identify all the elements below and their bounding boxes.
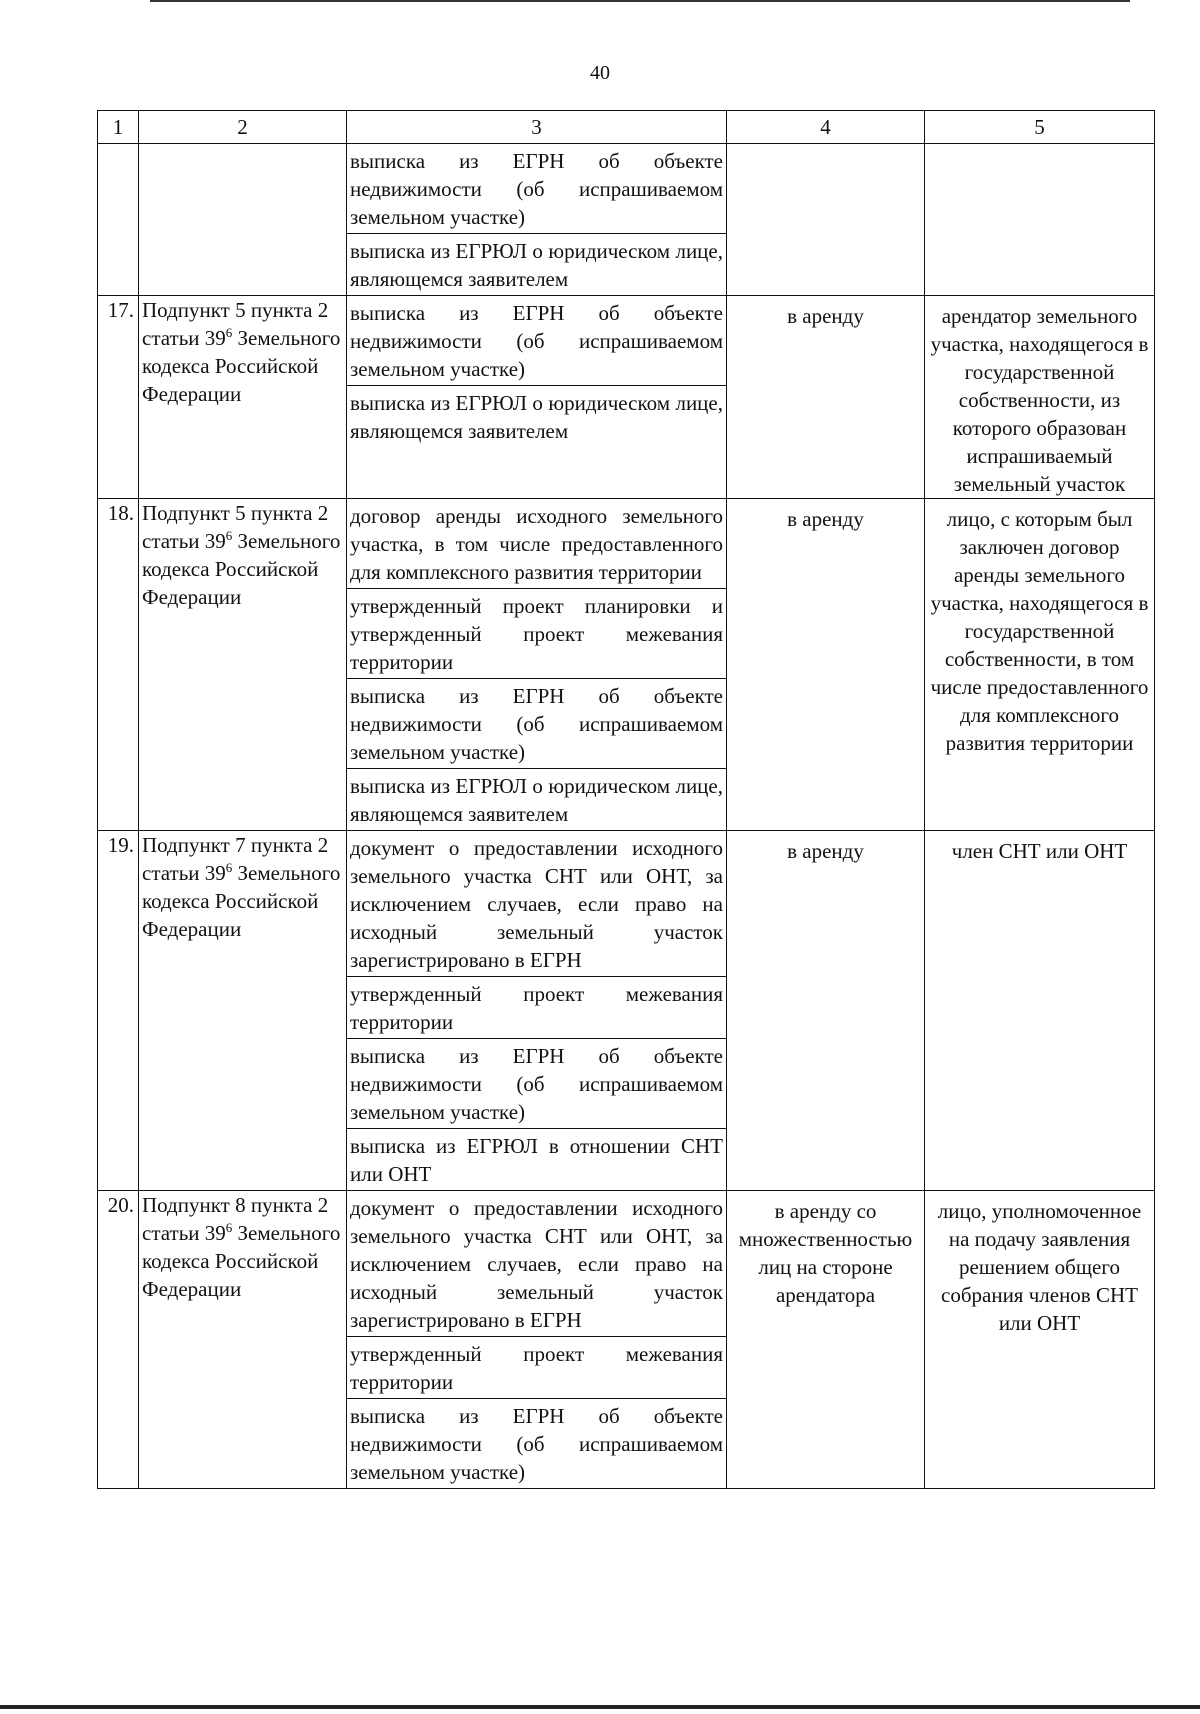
applicant xyxy=(925,144,1155,296)
provision-type: в аренду xyxy=(727,296,925,499)
top-rule xyxy=(150,0,1130,2)
legal-basis-code: Земельного кодекса Российской Федерации xyxy=(142,1221,341,1301)
applicant: член СНТ или ОНТ xyxy=(925,831,1155,1191)
document-item: документ о предоставлении исходного земельного участка СНТ или ОНТ, за исключением случаев, если право на исходный земельный участок зарегистрировано в ЕГРН xyxy=(347,1191,726,1337)
legal-basis xyxy=(139,499,347,831)
article-superscript: 6 xyxy=(225,860,233,875)
document-item: утвержденный проект межевания территории xyxy=(347,977,726,1039)
document-item: выписка из ЕГРЮЛ о юридическом лице, являющемся заявителем xyxy=(350,239,723,291)
bottom-rule xyxy=(0,1705,1200,1709)
article-superscript: 6 xyxy=(225,528,233,543)
table-row xyxy=(98,144,1155,296)
table-row xyxy=(98,831,1155,1191)
legal-basis xyxy=(139,296,347,499)
legal-basis xyxy=(139,831,347,1191)
provision-type xyxy=(727,144,925,296)
row-number xyxy=(98,144,139,296)
document-item: утвержденный проект планировки и утвержденный проект межевания территории xyxy=(347,589,726,679)
legal-basis xyxy=(139,144,347,296)
header-cell-2: 2 xyxy=(139,111,347,144)
page-number: 40 xyxy=(590,62,610,84)
applicant: арендатор земельного участка, находящегося в государственной собственности, из которого образован испрашиваемый земельный участок xyxy=(925,296,1155,499)
document-item: выписка из ЕГРЮЛ о юридическом лице, являющемся заявителем xyxy=(350,391,723,443)
legal-basis-code: Земельного кодекса Российской Федерации xyxy=(142,326,341,406)
documents-table xyxy=(97,110,1155,1489)
document-item: выписка из ЕГРЮЛ о юридическом лице, являющемся заявителем xyxy=(350,774,723,826)
document-item: выписка из ЕГРН об объекте недвижимости (об испрашиваемом земельном участке) xyxy=(347,296,726,386)
provision-type: в аренду со множественностью лиц на стороне арендатора xyxy=(727,1191,925,1489)
required-documents xyxy=(347,831,727,1191)
provision-type: в аренду xyxy=(727,831,925,1191)
applicant: лицо, уполномоченное на подачу заявления решением общего собрания членов СНТ или ОНТ xyxy=(925,1191,1155,1489)
document-item: выписка из ЕГРН об объекте недвижимости (об испрашиваемом земельном участке) xyxy=(347,679,726,769)
legal-basis-text: Подпункт 5 пункта 2 статьи 39 xyxy=(142,298,329,350)
header-row xyxy=(98,111,1155,144)
document-item: договор аренды исходного земельного участка, в том числе предоставленного для комплексного развития территории xyxy=(347,499,726,589)
row-number: 19. xyxy=(98,831,139,1191)
provision-type: в аренду xyxy=(727,499,925,831)
legal-basis-code: Земельного кодекса Российской Федерации xyxy=(142,861,341,941)
document-item: выписка из ЕГРН об объекте недвижимости (об испрашиваемом земельном участке) xyxy=(347,144,726,234)
document-item: выписка из ЕГРН об объекте недвижимости (об испрашиваемом земельном участке) xyxy=(350,1404,723,1484)
header-cell-5: 5 xyxy=(925,111,1155,144)
table-body xyxy=(98,111,1155,1489)
header-cell-3: 3 xyxy=(347,111,727,144)
required-documents xyxy=(347,499,727,831)
applicant: лицо, с которым был заключен договор аренды земельного участка, находящегося в государственной собственности, в том числе предоставленного для комплексного развития территории xyxy=(925,499,1155,831)
header-cell-1: 1 xyxy=(98,111,139,144)
table-row xyxy=(98,499,1155,831)
row-number: 20. xyxy=(98,1191,139,1489)
table-row xyxy=(98,296,1155,499)
document-item: документ о предоставлении исходного земельного участка СНТ или ОНТ, за исключением случаев, если право на исходный земельный участок зарегистрировано в ЕГРН xyxy=(347,831,726,977)
table-row xyxy=(98,1191,1155,1489)
legal-basis xyxy=(139,1191,347,1489)
required-documents xyxy=(347,144,727,296)
legal-basis-text: Подпункт 7 пункта 2 статьи 39 xyxy=(142,833,329,885)
required-documents xyxy=(347,1191,727,1489)
required-documents xyxy=(347,296,727,499)
document-item: утвержденный проект межевания территории xyxy=(347,1337,726,1399)
legal-basis-text: Подпункт 8 пункта 2 статьи 39 xyxy=(142,1193,329,1245)
article-superscript: 6 xyxy=(225,1220,233,1235)
legal-basis-code: Земельного кодекса Российской Федерации xyxy=(142,529,341,609)
row-number: 18. xyxy=(98,499,139,831)
legal-basis-text: Подпункт 5 пункта 2 статьи 39 xyxy=(142,501,329,553)
header-cell-4: 4 xyxy=(727,111,925,144)
row-number: 17. xyxy=(98,296,139,499)
article-superscript: 6 xyxy=(225,325,233,340)
document-item: выписка из ЕГРН об объекте недвижимости (об испрашиваемом земельном участке) xyxy=(347,1039,726,1129)
document-item: выписка из ЕГРЮЛ в отношении СНТ или ОНТ xyxy=(350,1134,723,1186)
